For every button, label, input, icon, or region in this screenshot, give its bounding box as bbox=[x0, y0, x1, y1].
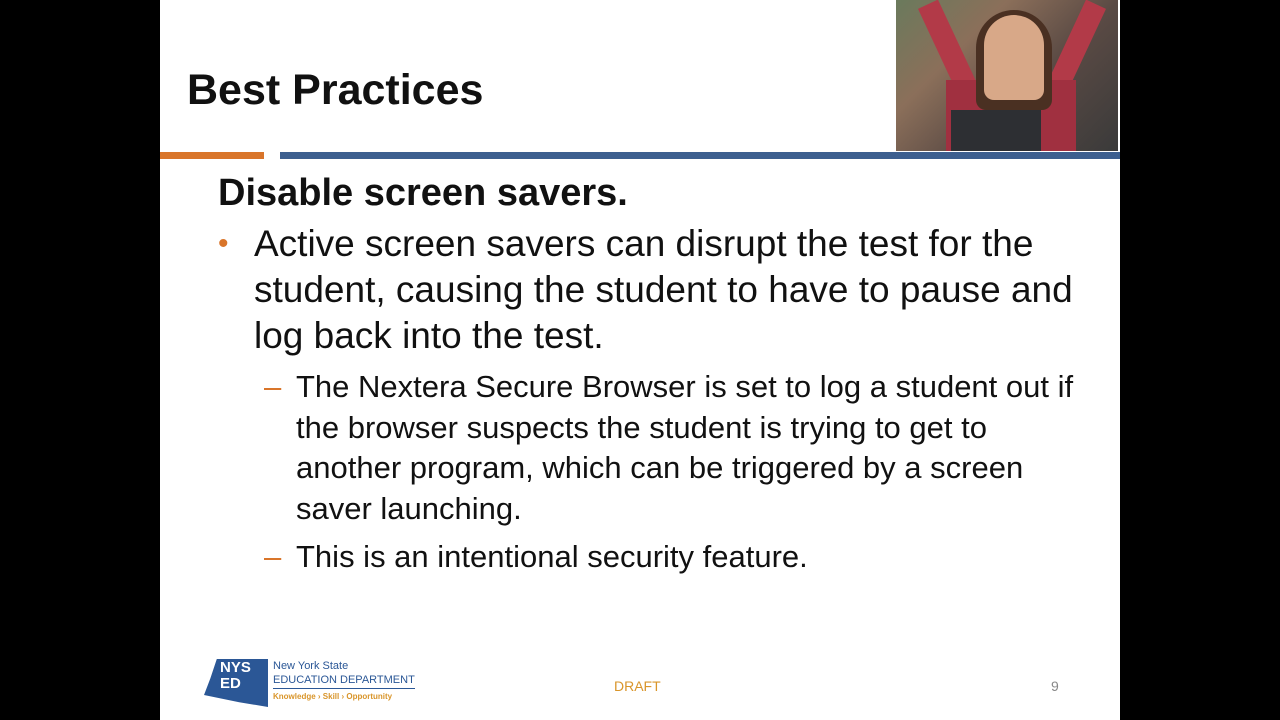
title-divider-blue bbox=[280, 152, 1120, 159]
bullet-marker: • bbox=[218, 227, 229, 260]
logo-line2: EDUCATION DEPARTMENT bbox=[273, 674, 415, 689]
nysed-logo bbox=[204, 656, 419, 710]
sub-bullet-text: This is an intentional security feature. bbox=[296, 539, 808, 574]
bullet-text: Active screen savers can disrupt the test for the student, causing the student to have to pause and log back into the test. bbox=[254, 223, 1073, 356]
dash-marker: – bbox=[264, 369, 282, 404]
logo-badge: NYS ED bbox=[220, 659, 251, 692]
bullet-item bbox=[218, 221, 1078, 359]
slide-title: Best Practices bbox=[187, 66, 484, 114]
title-divider-orange bbox=[160, 152, 264, 159]
sub-bullet-item bbox=[218, 537, 1078, 578]
sub-bullet-item bbox=[218, 367, 1078, 529]
page-number: 9 bbox=[1051, 678, 1059, 694]
draft-label: DRAFT bbox=[614, 678, 661, 694]
dash-marker: – bbox=[264, 539, 282, 574]
slide bbox=[160, 0, 1120, 720]
logo-line1: New York State bbox=[273, 660, 349, 672]
slide-body bbox=[218, 172, 1078, 578]
student-photo bbox=[896, 0, 1118, 151]
section-heading: Disable screen savers. bbox=[218, 172, 628, 214]
sub-bullet-text: The Nextera Secure Browser is set to log a student out if the browser suspects the student is trying to get to another program, which can be triggered by a screen saver launching. bbox=[296, 369, 1074, 526]
logo-tagline: Knowledge › Skill › Opportunity bbox=[273, 692, 393, 701]
